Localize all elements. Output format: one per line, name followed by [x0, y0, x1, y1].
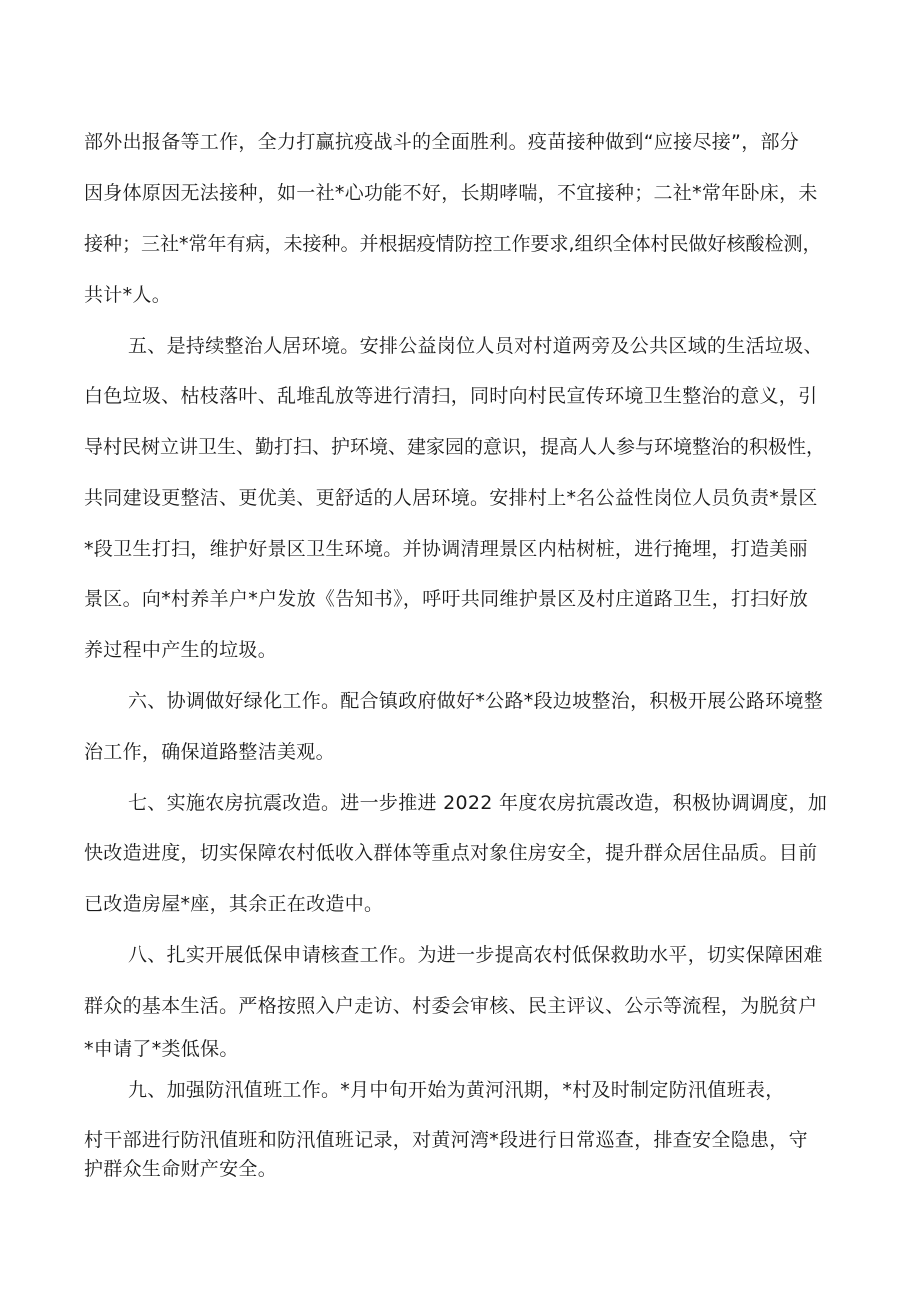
paragraph-line: 治工作，确保道路整洁美观。 [84, 741, 335, 763]
paragraph-line: 快改造进度，切实保障农村低收入群体等重点对象住房安全，提升群众居住品质。目前 [84, 842, 818, 864]
paragraph-line: 共同建设更整洁、更优美、更舒适的人居环境。安排村上*名公益性岗位人员负责*景区 [84, 487, 818, 509]
paragraph-first-line: 八、扎实开展低保申请核查工作。为进一步提高农村低保救助水平，切实保障困难 [128, 944, 823, 966]
paragraph-line: 接种；三社*常年有病，未接种。并根据疫情防控工作要求,组织全体村民做好核酸检测， [84, 233, 822, 255]
paragraph-line: 已改造房屋*座，其余正在改造中。 [84, 893, 384, 915]
paragraph-line: 白色垃圾、枯枝落叶、乱堆乱放等进行清扫，同时向村民宣传环境卫生整治的意义，引 [84, 385, 818, 407]
paragraph-first-line: 六、协调做好绿化工作。配合镇政府做好*公路*段边坡整治，积极开展公路环境整 [128, 690, 824, 712]
paragraph-line: *段卫生打扫，维护好景区卫生环境。并协调清理景区内枯树桩，进行掩埋，打造美丽 [84, 538, 808, 560]
paragraph-line: 护群众生命财产安全。 [84, 1158, 278, 1180]
paragraph-line: 因身体原因无法接种，如一社*心功能不好，长期哮喘，不宜接种；二社*常年卧床，未 [84, 182, 818, 204]
paragraph-line: 部外出报备等工作，全力打赢抗疫战斗的全面胜利。疫苗接种做到“应接尽接”，部分 [84, 131, 800, 153]
paragraph-line: 村干部进行防汛值班和防汛值班记录，对黄河湾*段进行日常巡查，排查安全隐患，守 [84, 1129, 808, 1151]
paragraph-line: 共计*人。 [84, 284, 172, 306]
paragraph-line: 导村民树立讲卫生、勤打扫、护环境、建家园的意识，提高人人参与环境整治的积极性， [84, 436, 826, 458]
paragraph-line: 景区。向*村养羊户*户发放《告知书》，呼吁共同维护景区及村庄道路卫生，打扫好放 [84, 588, 809, 610]
paragraph-line: 养过程中产生的垃圾。 [84, 639, 278, 661]
paragraph-line: 群众的基本生活。严格按照入户走访、村委会审核、民主评议、公示等流程，为脱贫户 [84, 995, 818, 1017]
paragraph-first-line: 九、加强防汛值班工作。*月中旬开始为黄河汛期，*村及时制定防汛值班表， [128, 1079, 785, 1101]
paragraph-line: *申请了*类低保。 [84, 1038, 239, 1060]
paragraph-first-line: 七、实施农房抗震改造。进一步推进 2022 年度农房抗震改造，积极协调调度，加 [128, 792, 828, 814]
paragraph-first-line: 五、是持续整治人居环境。安排公益岗位人员对村道两旁及公共区域的生活垃圾、 [128, 335, 823, 357]
